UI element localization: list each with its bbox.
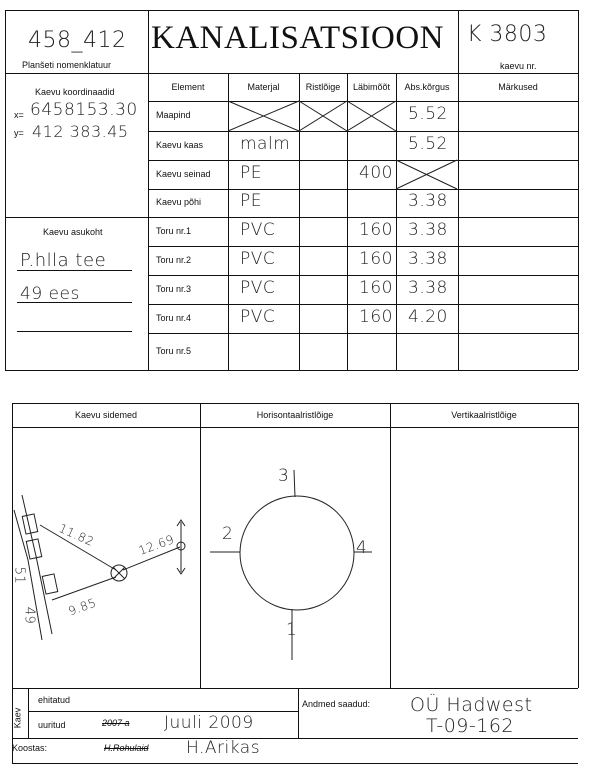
compiled-old: H.Rohulaid bbox=[104, 743, 149, 753]
distance-c: 9.85 bbox=[66, 595, 99, 619]
coordinates-label: Kaevu koordinaadid bbox=[35, 87, 115, 97]
x-coordinate: 6458153.30 bbox=[30, 100, 138, 120]
footer-side-label: Kaev bbox=[12, 707, 23, 729]
table-cell-material: malm bbox=[240, 133, 291, 154]
plan-number: 458_412 bbox=[28, 28, 127, 53]
table-cell-material: PE bbox=[240, 162, 262, 183]
table-cell-elevation: 4.20 bbox=[408, 306, 448, 327]
table-cell-diameter: 400 bbox=[359, 162, 393, 183]
surveyed-label: uuritud bbox=[38, 720, 66, 730]
pipe-label-3: 3 bbox=[278, 466, 290, 486]
table-row-label: Toru nr.4 bbox=[156, 312, 192, 323]
table-row-label: Toru nr.5 bbox=[156, 345, 192, 356]
location-line-1: P.hlla tee bbox=[20, 250, 107, 271]
plan-label: Planšeti nomenklatuur bbox=[22, 60, 112, 70]
surveyed-new: Juuli 2009 bbox=[164, 713, 254, 733]
house-number-a: 51 bbox=[11, 566, 27, 585]
table-cell-elevation: 3.38 bbox=[408, 191, 448, 211]
table-row-label: Maapind bbox=[156, 110, 191, 120]
table-row-label: Toru nr.3 bbox=[156, 283, 192, 294]
column-header-vertical: Vertikaalristlõige bbox=[451, 410, 517, 420]
table-cell-elevation: 5.52 bbox=[408, 104, 448, 124]
table-header-cell: Abs.kõrgus bbox=[404, 82, 450, 92]
pipe-label-4: 4 bbox=[356, 538, 368, 558]
built-label: ehitatud bbox=[38, 695, 71, 705]
table-cell-diameter: 160 bbox=[359, 219, 393, 240]
table-cell-diameter: 160 bbox=[359, 306, 393, 327]
column-header-connections: Kaevu sidemed bbox=[74, 410, 138, 420]
house-number-b: 49 bbox=[21, 606, 37, 625]
table-row-label: Kaevu põhi bbox=[156, 197, 202, 207]
x-prefix: x= bbox=[14, 110, 24, 120]
table-header-cell: Märkused bbox=[498, 82, 538, 92]
table-cell-material: PE bbox=[240, 191, 262, 211]
table-cell-material: PVC bbox=[240, 219, 276, 240]
table-cell-material: PVC bbox=[240, 248, 276, 269]
well-number: K 3803 bbox=[467, 22, 548, 47]
pipe-label-1: 1 bbox=[286, 620, 298, 640]
table-header-cell: Läbimõõt bbox=[352, 82, 391, 92]
table-header-cell: Ristlõige bbox=[305, 82, 341, 92]
table-row-label: Toru nr.1 bbox=[156, 225, 192, 236]
data-source-label: Andmed saadud: bbox=[302, 699, 371, 709]
table-cell-material: PVC bbox=[240, 306, 276, 327]
table-cell-diameter: 160 bbox=[359, 277, 393, 298]
table-cell-diameter: 160 bbox=[359, 248, 393, 269]
table-row-label: Kaevu kaas bbox=[156, 139, 204, 150]
table-header-cell: Element bbox=[171, 82, 205, 92]
compiled-new: H.Arikas bbox=[186, 738, 261, 758]
y-prefix: y= bbox=[14, 128, 24, 138]
company-name: OÜ Hadwest bbox=[410, 694, 533, 716]
distance-b: 12.69 bbox=[136, 532, 177, 558]
table-row-label: Toru nr.2 bbox=[156, 254, 192, 265]
y-coordinate: 412 383.45 bbox=[32, 122, 129, 141]
table-cell-material: PVC bbox=[240, 277, 276, 298]
well-label: kaevu nr. bbox=[500, 61, 537, 71]
column-header-horizontal: Horisontaalristlõige bbox=[256, 410, 334, 420]
table-cell-elevation: 3.38 bbox=[408, 248, 448, 269]
table-cell-elevation: 3.38 bbox=[408, 277, 448, 298]
pipe-label-2: 2 bbox=[222, 524, 234, 544]
location-line-2: 49 ees bbox=[20, 284, 80, 304]
surveyed-old: 2007 a bbox=[102, 718, 130, 728]
document-number: T-09-162 bbox=[426, 715, 515, 737]
distance-a: 11.82 bbox=[56, 521, 97, 549]
table-cell-elevation: 5.52 bbox=[408, 133, 448, 154]
table-row-label: Kaevu seinad bbox=[156, 168, 211, 179]
compiled-label: Koostas: bbox=[12, 743, 48, 753]
page-title: KANALISATSIOON bbox=[151, 20, 444, 56]
location-label: Kaevu asukoht bbox=[43, 227, 103, 237]
location-sketch bbox=[14, 495, 185, 640]
table-cell-elevation: 3.38 bbox=[408, 219, 448, 240]
table-header-cell: Materjal bbox=[247, 82, 280, 92]
